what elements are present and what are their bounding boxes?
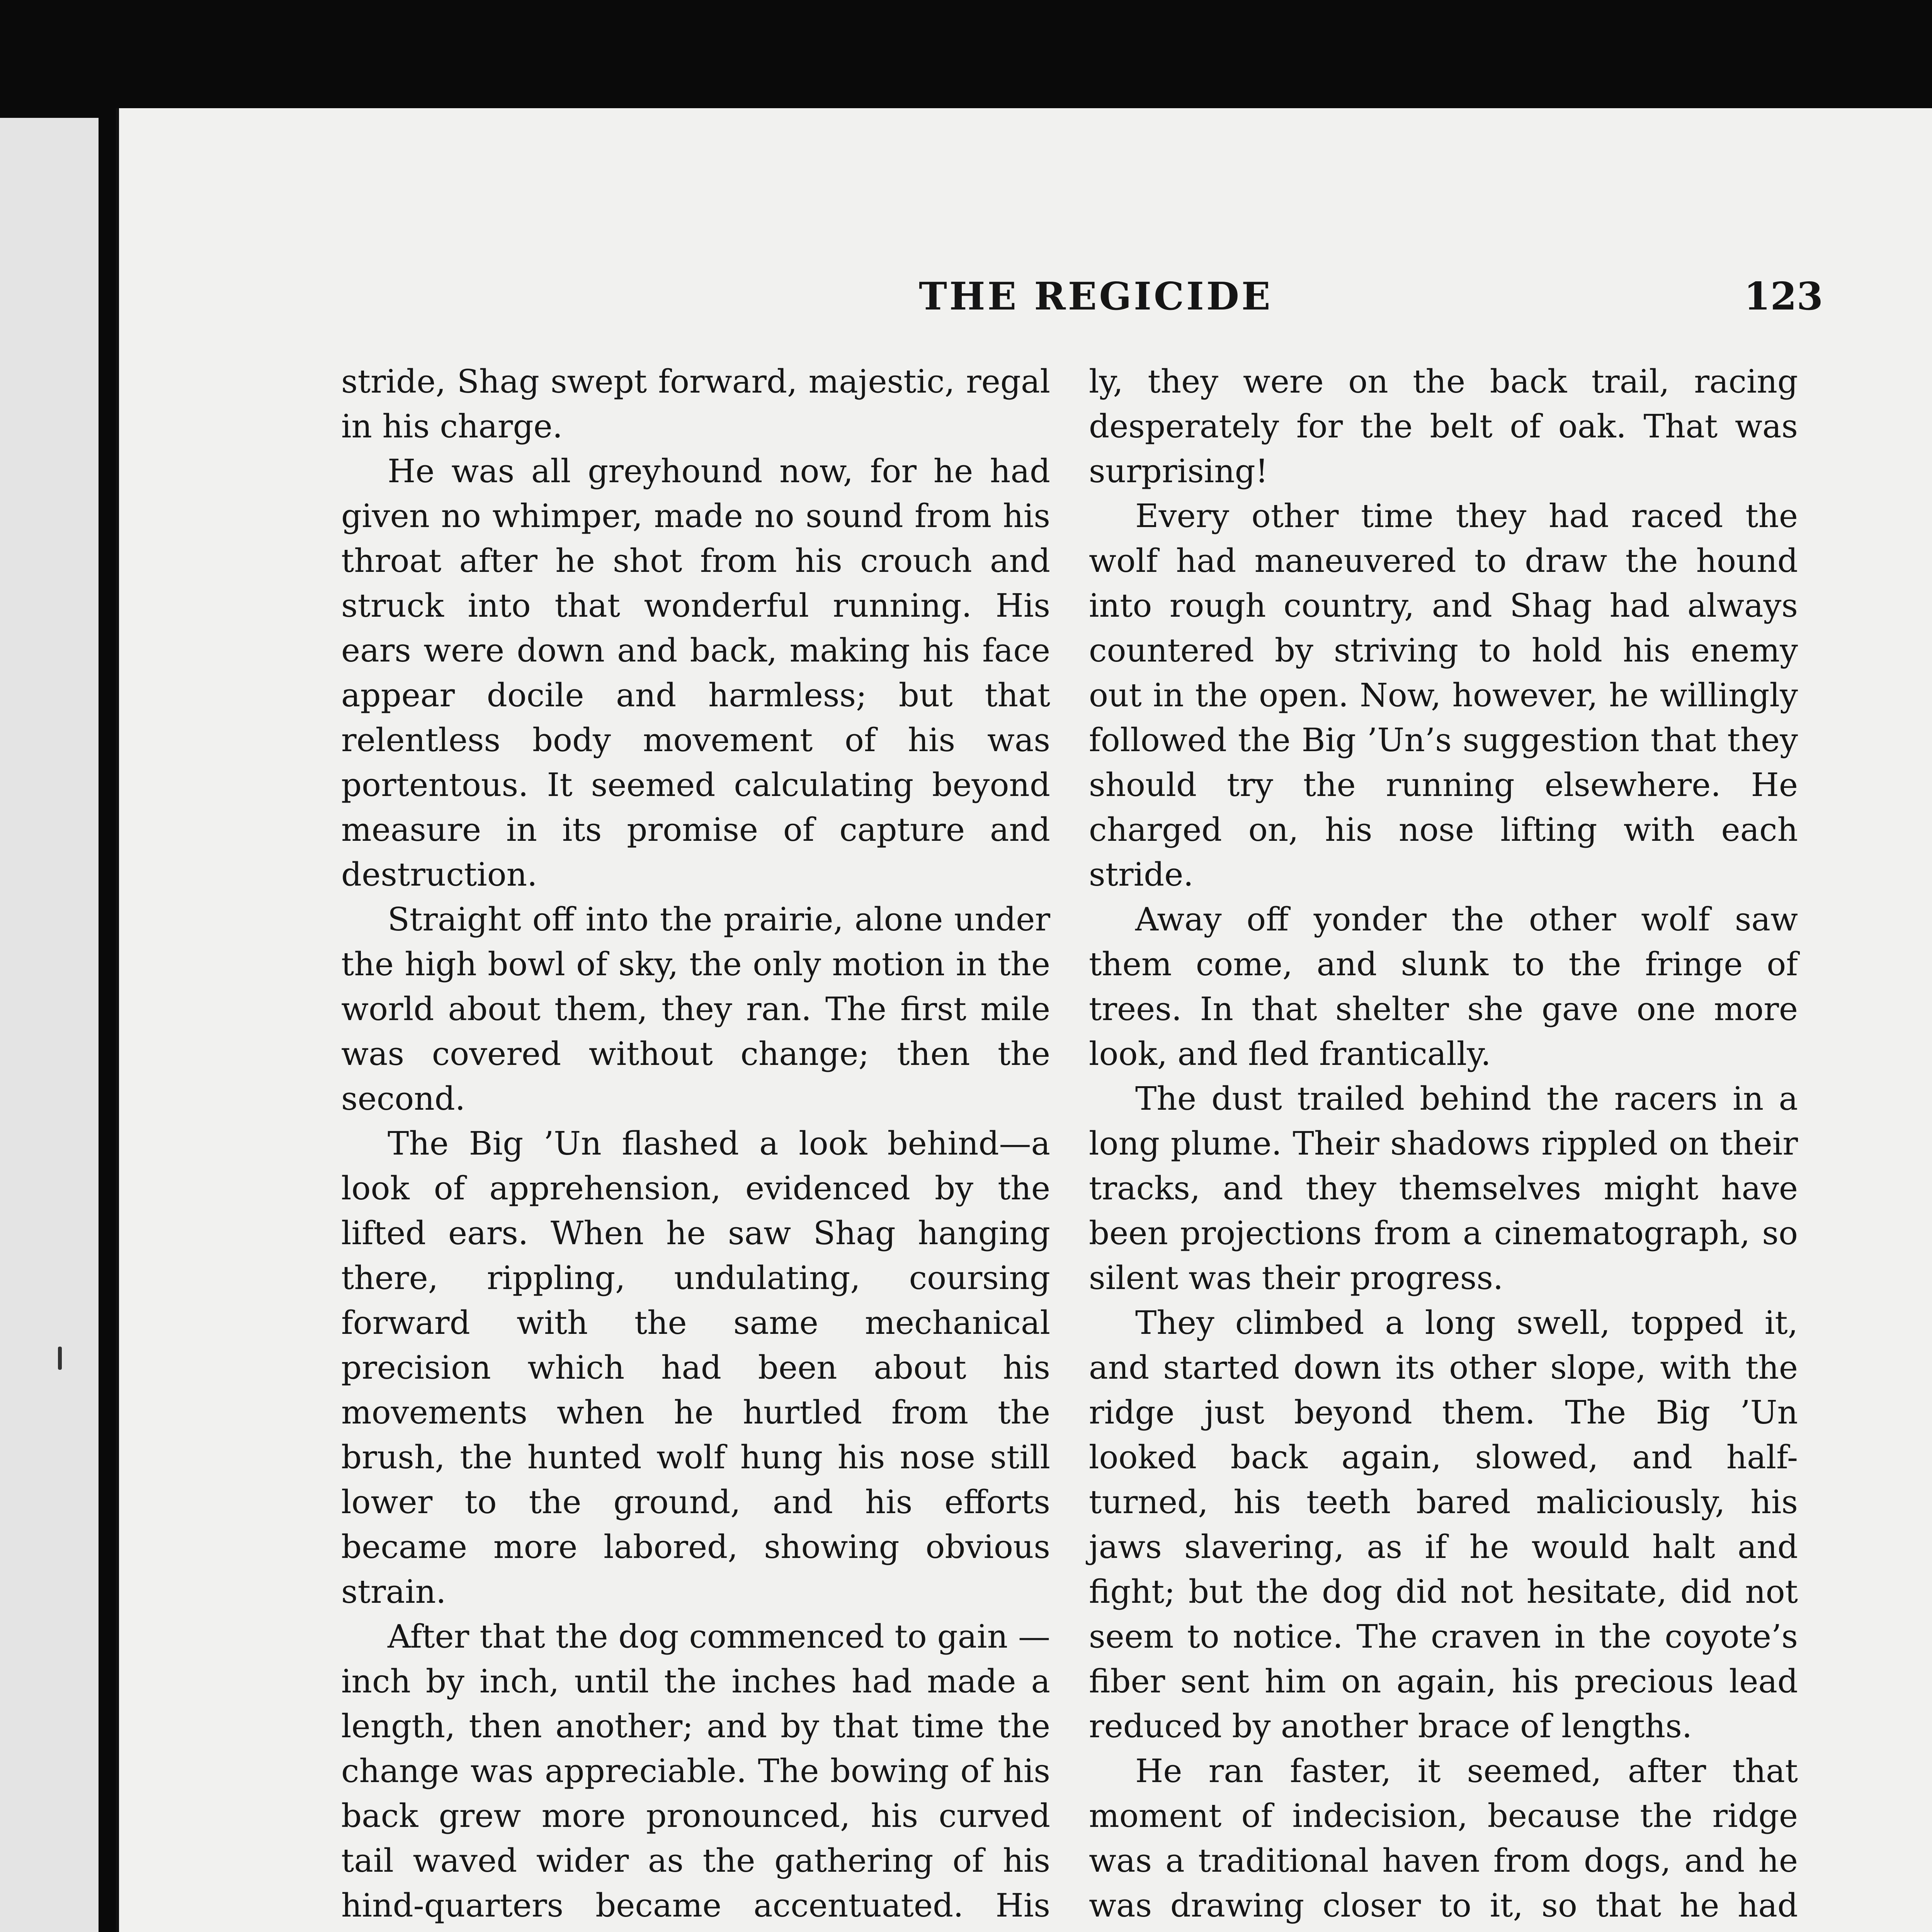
- paragraph: Every other time they had raced the wolf had maneuvered to draw the hound into rough country, and Shag had always countered by striving to hold his enemy out in the open. Now, however, he willingly followed the Big ’Un’s suggestion that they should try the running elsewhere. He charged on, his nose lifting with each stride.: [1089, 497, 1798, 893]
- running-head: [119, 274, 1932, 336]
- running-title: THE REGICIDE: [919, 274, 1273, 319]
- text-column-left: [341, 359, 1050, 1932]
- paragraph: Away off yonder the other wolf saw them come, and slunk to the fringe of trees. In that shelter she gave one more look, and fled frantically.: [1089, 901, 1798, 1073]
- book-page: [116, 108, 1932, 1932]
- paragraph: He was all greyhound now, for he had given no whimper, made no sound from his throat after he shot from his crouch and struck into that wonderful running. His ears were down and back, making his face appear docile and harmless; but that relentless body movement of his was portentous. It seemed calculating beyond measure in its promise of capture and destruction.: [341, 452, 1050, 893]
- paragraph: They climbed a long swell, topped it, and started down its other slope, with the ridge just beyond them. The Big ’Un looked back again, slowed, and half-turned, his teeth bared maliciously, his jaws slavering, as if he would halt and fight; but the dog did not hesitate, did not seem to notice. The craven in the coyote’s fiber sent him on again, his precious lead reduced by another brace of lengths.: [1089, 1304, 1798, 1745]
- paragraph: After that the dog commenced to gain —inch by inch, until the inches had made a length, then another; and by that time the change was appreciable. The bowing of his back grew more pronounced, his curved tail waved wider as the gathering of his hind-quarters became accentuated. His: [341, 1618, 1050, 1924]
- paragraph: The dust trailed behind the racers in a long plume. Their shadows rippled on their tracks, and they themselves might have been projections from a cinematograph, so silent was their progress.: [1089, 1080, 1798, 1297]
- paragraph: The Big ’Un flashed a look behind—a look of apprehension, evidenced by the lifted ears. When he saw Shag hanging there, rippling, undulating, coursing forward with the same mechanical precision which had been about his movements when he hurtled from the brush, the hunted wolf hung his nose still lower to the ground, and his efforts became more labored, showing obvious strain.: [341, 1125, 1050, 1611]
- margin-mark: [58, 1347, 62, 1370]
- paragraph: Straight off into the prairie, alone under the high bowl of sky, the only motion in the world about them, they ran. The first mile was covered without change; then the second.: [341, 901, 1050, 1117]
- paragraph: He ran faster, it seemed, after that moment of indecision, because the ridge was a traditional haven from dogs, and he was drawing closer to it, so that he had: [1089, 1752, 1798, 1924]
- paragraph: ly, they were on the back trail, racing desperately for the belt of oak. That was surprising!: [1089, 363, 1798, 490]
- page-number: 123: [1744, 274, 1823, 319]
- text-column-right: [1089, 359, 1798, 1932]
- paragraph: stride, Shag swept forward, majestic, regal in his charge.: [341, 363, 1050, 445]
- adjacent-page-edge: [0, 118, 99, 1932]
